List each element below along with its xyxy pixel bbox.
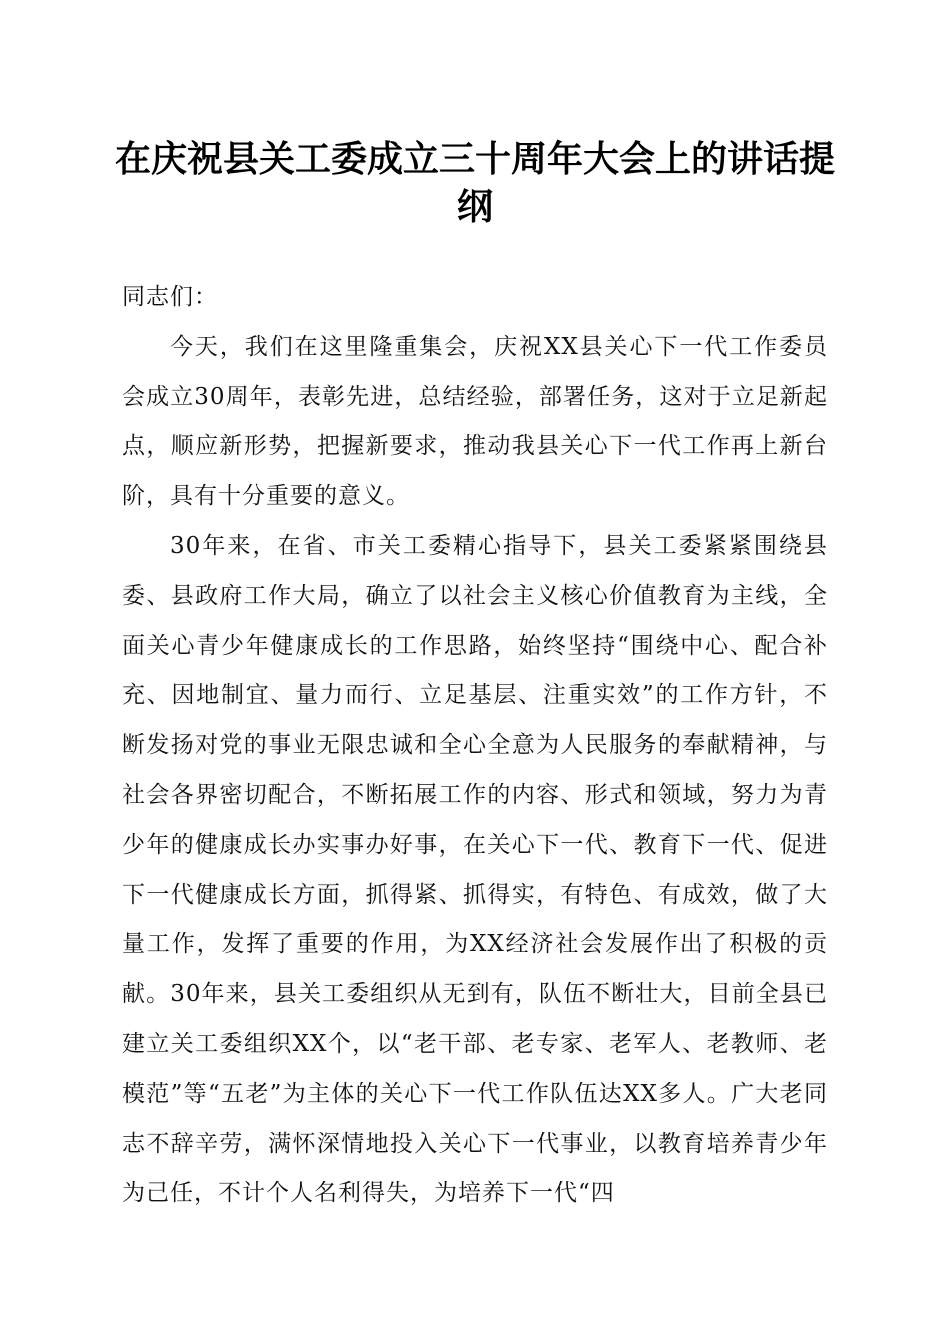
- paragraph-opening: 今天，我们在这里隆重集会，庆祝XX县关心下一代工作委员会成立30周年，表彰先进，总结经验，部署任务，这对于立足新起点，顺应新形势，把握新要求，推动我县关心下一代工作再上新台阶，具有十分重要的意义。: [122, 333, 828, 510]
- document-body: [122, 273, 828, 1219]
- document-title: 在庆祝县关工委成立三十周年大会上的讲话提纲: [114, 139, 835, 228]
- salutation: 同志们：: [122, 284, 218, 310]
- paragraph-review: 30年来，在省、市关工委精心指导下，县关工委紧紧围绕县委、县政府工作大局，确立了以社会主义核心价值教育为主线，全面关心青少年健康成长的工作思路，始终坚持“围绕中心、配合补充、因地制宜、量力而行、立足基层、注重实效”的工作方针，不断发扬对党的事业无限忠诚和全心全意为人民服务的奉献精神，与社会各界密切配合，不断拓展工作的内容、形式和领域，努力为青少年的健康成长办实事办好事，在关心下一代、教育下一代、促进下一代健康成长方面，抓得紧、抓得实，有特色、有成效，做了大量工作，发挥了重要的作用，为XX经济社会发展作出了积极的贡献。30年来，县关工委组织从无到有，队伍不断壮大，目前全县已建立关工委组织XX个，以“老干部、老专家、老军人、老教师、老模范”等“五老”为主体的关心下一代工作队伍达XX多人。广大老同志不辞辛劳，满怀深情地投入关心下一代事业，以教育培养青少年为己任，不计个人名利得失，为培养下一代“四: [122, 532, 828, 1207]
